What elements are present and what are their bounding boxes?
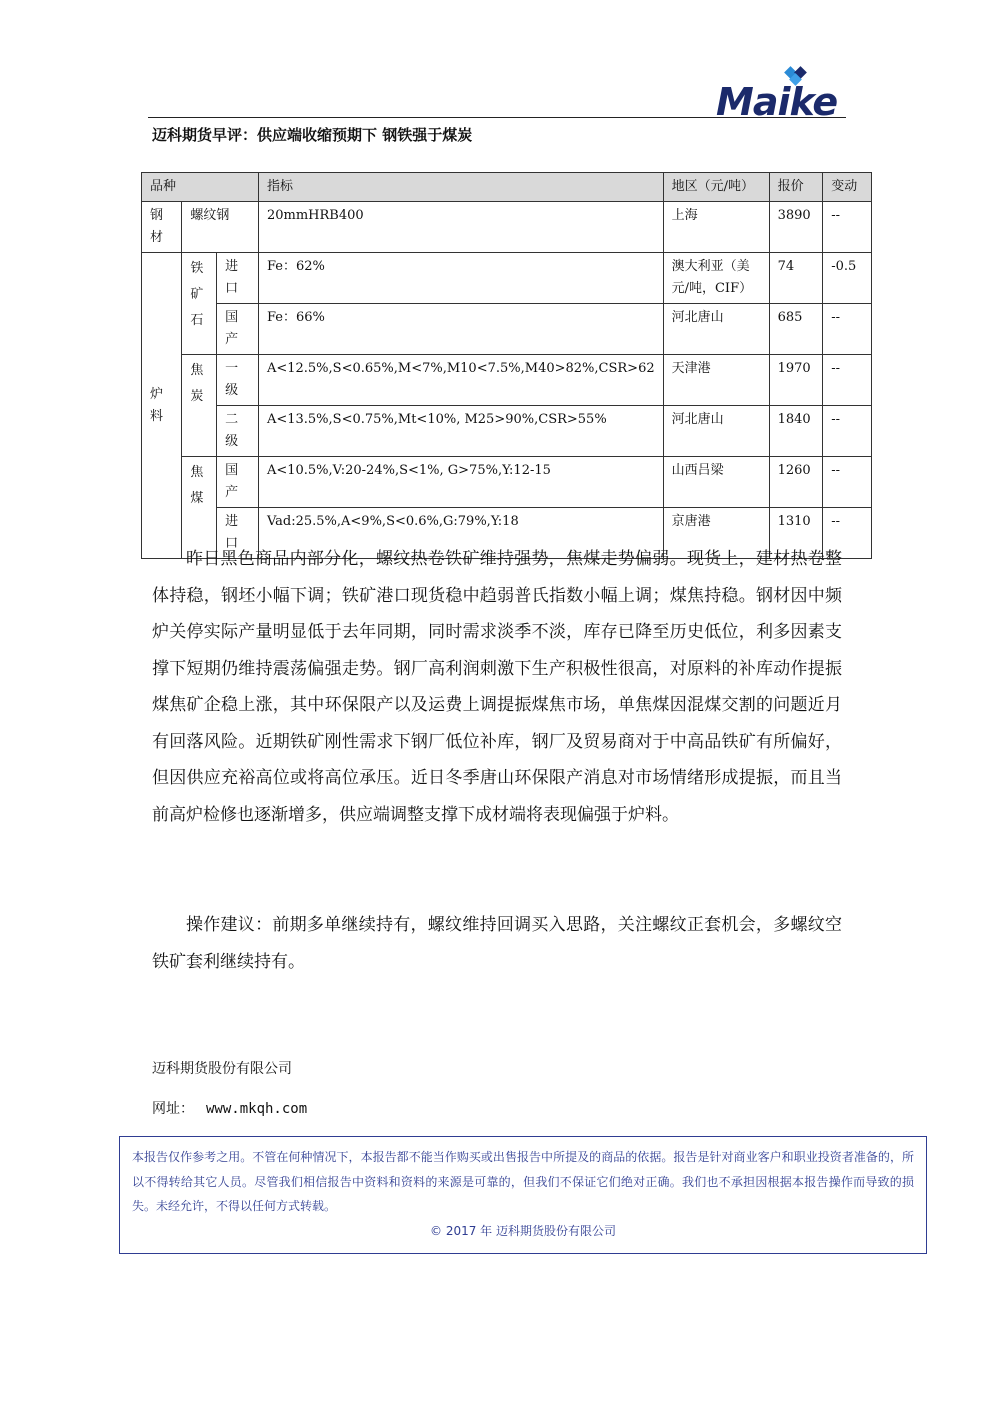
sub-cell: 国产: [217, 304, 259, 355]
group-cell: [182, 253, 217, 355]
header-variety: 品种: [142, 173, 259, 202]
category-cell: 钢材: [142, 202, 182, 253]
sub-cell: 国产: [217, 457, 259, 508]
price-cell: 685: [769, 304, 823, 355]
change-cell: --: [823, 457, 872, 508]
recommendation-paragraph: 操作建议：前期多单继续持有，螺纹维持回调买入思路，关注螺纹正套机会，多螺纹空铁矿套利继续持有。: [152, 915, 842, 972]
website-link[interactable]: www.mkqh.com: [206, 1101, 308, 1117]
change-cell: --: [823, 508, 872, 559]
table-row: [142, 406, 872, 457]
price-cell: 1310: [769, 508, 823, 559]
price-cell: 1970: [769, 355, 823, 406]
copyright-line: © 2017 年 迈科期货股份有限公司: [430, 1223, 616, 1238]
spec-cell: A<10.5%,V:20-24%,S<1%, G>75%,Y:12-15: [258, 457, 663, 508]
spec-cell: 20mmHRB400: [258, 202, 663, 253]
price-cell: 1840: [769, 406, 823, 457]
region-cell: 山西吕梁: [663, 457, 769, 508]
logo-wordmark: Maike: [716, 80, 838, 124]
table-row: [142, 253, 872, 304]
spec-cell: A<12.5%,S<0.65%,M<7%,M10<7.5%,M40>82%,CSR>62: [258, 355, 663, 406]
table-row: [142, 202, 872, 253]
company-logo: [712, 66, 852, 122]
sub-cell: 螺纹钢: [182, 202, 259, 253]
region-cell: 河北唐山: [663, 406, 769, 457]
website-row: [152, 1098, 307, 1118]
category-cell: 炉料: [142, 253, 182, 559]
analysis-paragraph: 昨日黑色商品内部分化，螺纹热卷铁矿维持强势，焦煤走势偏弱。现货上，建材热卷整体持稳，钢坯小幅下调；铁矿港口现货稳中趋弱普氏指数小幅上调；煤焦持稳。钢材因中频炉关停实际产量明显低于去年同期，同时需求淡季不淡，库存已降至历史低位，利多因素支撑下短期仍维持震荡偏强走势。钢厂高利润刺激下生产积极性很高，对原料的补库动作提振煤焦矿企稳上涨，其中环保限产以及运费上调提振煤焦市场，单焦煤因混煤交割的问题近月有回落风险。近期铁矿刚性需求下钢厂低位补库，钢厂及贸易商对于中高品铁矿有所偏好，但因供应充裕高位或将高位承压。近日冬季唐山环保限产消息对市场情绪形成提振，而且当前高炉检修也逐渐增多，供应端调整支撑下成材端将表现偏强于炉料。: [152, 549, 842, 825]
table-header-row: [142, 173, 872, 202]
header-region: 地区（元/吨）: [663, 173, 769, 202]
website-label: 网址：: [152, 1101, 194, 1117]
header-change: 变动: [823, 173, 872, 202]
table-row: [142, 304, 872, 355]
header-indicator: 指标: [258, 173, 663, 202]
spec-cell: A<13.5%,S<0.75%,Mt<10%, M25>90%,CSR>55%: [258, 406, 663, 457]
change-cell: --: [823, 355, 872, 406]
header-price: 报价: [769, 173, 823, 202]
region-cell: 澳大利亚（美元/吨，CIF）: [663, 253, 769, 304]
change-cell: --: [823, 406, 872, 457]
spec-cell: Fe：62%: [258, 253, 663, 304]
group-cell: [182, 355, 217, 457]
disclaimer-box: [119, 1136, 927, 1254]
group-label: 焦煤: [190, 465, 204, 506]
change-cell: --: [823, 304, 872, 355]
price-cell: 3890: [769, 202, 823, 253]
sub-cell: 二级: [217, 406, 259, 457]
sub-cell: 进口: [217, 508, 259, 559]
spec-cell: Vad:25.5%,A<9%,S<0.6%,G:79%,Y:18: [258, 508, 663, 559]
disclaimer-text: 本报告仅作参考之用。不管在何种情况下，本报告都不能当作购买或出售报告中所提及的商品的依据。报告是针对商业客户和职业投资者准备的，所以不得转给其它人员。尽管我们相信报告中资料和资料的来源是可靠的，但我们不保证它们绝对正确。我们也不承担因根据本报告操作而导致的损失。未经允许，不得以任何方式转载。: [132, 1150, 914, 1213]
table-row: [142, 457, 872, 508]
region-cell: 上海: [663, 202, 769, 253]
change-cell: -0.5: [823, 253, 872, 304]
price-table: [141, 172, 872, 559]
price-cell: 74: [769, 253, 823, 304]
sub-cell: 进口: [217, 253, 259, 304]
spec-cell: Fe：66%: [258, 304, 663, 355]
region-cell: 天津港: [663, 355, 769, 406]
region-cell: 河北唐山: [663, 304, 769, 355]
company-name: 迈科期货股份有限公司: [152, 1061, 292, 1077]
header-rule: [148, 117, 846, 118]
report-title: 迈科期货早评：供应端收缩预期下 钢铁强于煤炭: [152, 126, 473, 144]
table-row: [142, 355, 872, 406]
price-cell: 1260: [769, 457, 823, 508]
group-label: 铁矿石: [190, 261, 204, 328]
sub-cell: 一级: [217, 355, 259, 406]
region-cell: 京唐港: [663, 508, 769, 559]
change-cell: --: [823, 202, 872, 253]
group-label: 焦炭: [190, 363, 204, 404]
